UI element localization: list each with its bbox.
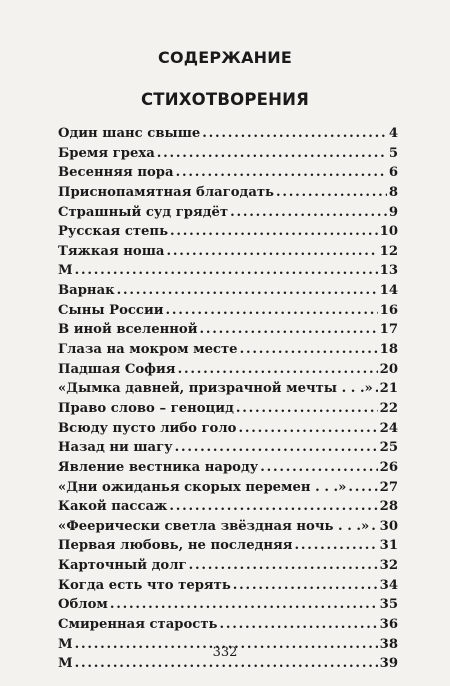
toc-entry-page: 4 — [388, 126, 398, 141]
dot-leader — [230, 203, 387, 223]
toc-entry — [58, 163, 398, 183]
toc-entry-title: Приснопамятная благодать — [58, 184, 275, 200]
toc-entry — [58, 144, 398, 164]
dot-leader — [238, 419, 377, 439]
toc-entry — [58, 301, 398, 321]
toc-entry-title: Всюду пусто либо голо — [58, 420, 237, 436]
toc-entry-page: 10 — [379, 224, 398, 240]
toc-entry — [58, 360, 398, 380]
dot-leader — [276, 183, 387, 203]
toc-entry-page: 24 — [379, 420, 398, 436]
toc-entry-title: Падшая София — [58, 361, 176, 377]
dot-leader — [202, 124, 387, 144]
toc-entry-title: Какой пассаж — [58, 499, 168, 515]
toc-entry — [58, 517, 398, 537]
toc-entry-page: 22 — [379, 400, 398, 416]
dot-leader — [166, 242, 377, 262]
toc-entry — [58, 595, 398, 615]
toc-entry-page: 5 — [388, 145, 398, 161]
toc-entry-page: 18 — [379, 342, 398, 358]
toc-entry — [58, 222, 398, 242]
toc-entry-title: «Дымка давней, призрачной мечты . . .» — [58, 381, 373, 397]
dot-leader — [166, 301, 378, 321]
dot-leader — [236, 399, 378, 419]
toc-entry — [58, 536, 398, 556]
toc-entry-title: Сыны России — [58, 302, 164, 318]
dot-leader — [348, 478, 377, 498]
toc-entry — [58, 242, 398, 262]
dot-leader — [371, 517, 377, 537]
toc-entry-title: Страшный суд грядёт — [58, 204, 229, 220]
toc-entry-page: 32 — [379, 558, 398, 574]
toc-entry — [58, 615, 398, 635]
toc-entry — [58, 261, 398, 281]
toc-entry-title: Один шанс свыше — [58, 126, 201, 141]
toc-entry-page: 6 — [388, 165, 398, 181]
toc-entry-title: Назад ни шагу — [58, 440, 173, 456]
toc-entry — [58, 438, 398, 458]
toc-entry — [58, 556, 398, 576]
toc-entry-page: 9 — [388, 204, 398, 220]
toc-entry-title: М — [58, 636, 73, 652]
toc-entry-title: Варнак — [58, 283, 115, 299]
toc-entry — [58, 340, 398, 360]
dot-leader — [295, 536, 378, 556]
toc-entry-page: 36 — [379, 617, 398, 633]
toc-entry-title: Бремя греха — [58, 145, 155, 161]
toc-entry — [58, 183, 398, 203]
toc-entry-page: 30 — [379, 518, 398, 534]
section-title: СТИХОТВОРЕНИЯ — [140, 90, 310, 109]
dot-leader — [240, 340, 378, 360]
toc-entry-page: 39 — [379, 656, 398, 672]
page-number: 332 — [212, 645, 238, 660]
dot-leader — [178, 360, 378, 380]
toc-entry-page: 20 — [379, 361, 398, 377]
toc-entry — [58, 576, 398, 596]
toc-entry — [58, 281, 398, 301]
dot-leader — [110, 595, 378, 615]
toc-entry-title: «Дни ожиданья скорых перемен . . .» — [58, 479, 347, 495]
dot-leader — [176, 163, 387, 183]
toc-entry — [58, 478, 398, 498]
toc-entry-page: 8 — [388, 184, 398, 200]
dot-leader — [189, 556, 378, 576]
toc-entry-page: 34 — [379, 577, 398, 593]
toc-entry-title: Весенняя пора — [58, 165, 174, 181]
dot-leader — [170, 222, 378, 242]
dot-leader — [75, 261, 378, 281]
toc-entry-page: 38 — [379, 636, 398, 652]
toc-entry-page: 26 — [379, 459, 398, 475]
dot-leader — [169, 497, 377, 517]
toc-entry-page: 13 — [379, 263, 398, 279]
toc-entry — [58, 124, 398, 144]
dot-leader — [175, 438, 378, 458]
dot-leader — [157, 144, 387, 164]
toc-entry-title: Карточный долг — [58, 558, 187, 574]
toc-entry-title: Право слово – геноцид — [58, 400, 234, 416]
table-of-contents — [58, 124, 398, 674]
toc-entry-title: В иной вселенной — [58, 322, 198, 338]
toc-entry-page: 17 — [379, 322, 398, 338]
dot-leader — [219, 615, 377, 635]
toc-entry-title: Облом — [58, 597, 108, 613]
toc-entry — [58, 320, 398, 340]
page-title: СОДЕРЖАНИЕ — [158, 48, 292, 67]
dot-leader — [260, 458, 377, 478]
toc-entry-title: Смиренная старость — [58, 617, 218, 633]
toc-entry-title: Тяжкая ноша — [58, 243, 165, 259]
toc-entry-page: 27 — [379, 479, 398, 495]
toc-entry-title: Явление вестника народу — [58, 459, 259, 475]
toc-entry-title: «Феерически светла звёздная ночь . . .» — [58, 518, 370, 534]
toc-entry-title: Когда есть что терять — [58, 577, 231, 593]
toc-entry-title: Глаза на мокром месте — [58, 342, 238, 358]
toc-entry-page: 31 — [379, 538, 398, 554]
toc-entry-title: Русская степь — [58, 224, 169, 240]
toc-entry — [58, 497, 398, 517]
toc-entry — [58, 399, 398, 419]
toc-entry-page: 35 — [379, 597, 398, 613]
toc-entry-page: 12 — [379, 243, 398, 259]
toc-entry-title: Первая любовь, не последняя — [58, 538, 293, 554]
toc-entry-page: 21 — [379, 381, 398, 397]
toc-entry-page: 28 — [379, 499, 398, 515]
toc-entry-page: 14 — [379, 283, 398, 299]
toc-entry-title: М — [58, 263, 73, 279]
dot-leader — [233, 576, 378, 596]
dot-leader — [375, 379, 378, 399]
toc-entry — [58, 379, 398, 399]
toc-entry-title: М — [58, 656, 73, 672]
toc-entry — [58, 458, 398, 478]
toc-entry-page: 25 — [379, 440, 398, 456]
dot-leader — [200, 320, 378, 340]
toc-entry-page: 16 — [379, 302, 398, 318]
toc-entry — [58, 203, 398, 223]
toc-entry — [58, 419, 398, 439]
dot-leader — [117, 281, 378, 301]
